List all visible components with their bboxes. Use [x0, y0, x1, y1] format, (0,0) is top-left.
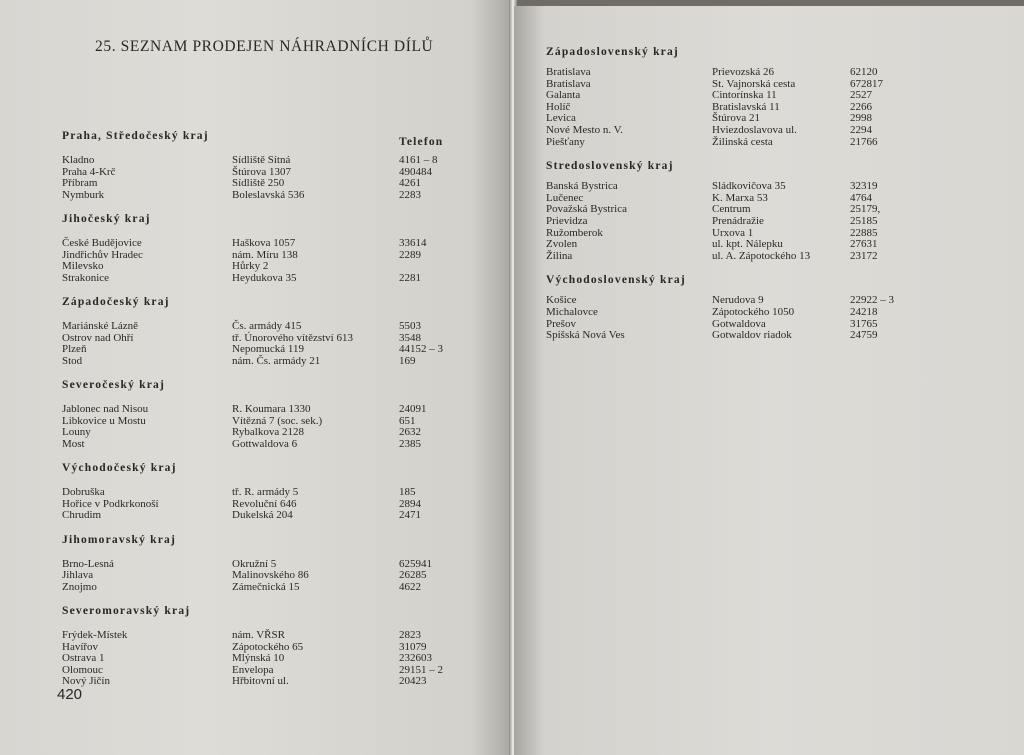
address-cell: Prenádražie	[712, 215, 764, 227]
phone-cell: 2283	[399, 188, 421, 201]
city-cell: Dobruška	[62, 486, 105, 498]
city-cell: Strakonice	[62, 271, 110, 284]
address-cell: ul. A. Zápotockého 13	[712, 249, 811, 262]
city-cell: Košice	[546, 294, 577, 307]
city-cell: Libkovice u Mostu	[62, 414, 146, 427]
city-cell: Milevsko	[62, 260, 104, 272]
phone-cell: 232603	[399, 652, 432, 664]
address-cell: Zápotockého 65	[232, 640, 304, 653]
address-cell: Envelopa	[232, 663, 274, 676]
phone-cell: 20423	[399, 675, 427, 687]
address-cell: R. Koumara 1330	[232, 403, 311, 415]
city-cell: Jablonec nad Nisou	[62, 403, 149, 415]
city-cell: Spišská Nová Ves	[546, 329, 625, 342]
phone-cell: 651	[399, 414, 416, 427]
city-cell: České Budějovice	[62, 237, 142, 249]
phone-cell: 62120	[850, 66, 878, 78]
phone-cell: 4161 – 8	[399, 154, 438, 166]
phone-cell: 23172	[850, 249, 878, 262]
address-cell: Sídliště Sítná	[232, 154, 291, 166]
city-cell: Nové Mesto n. V.	[546, 124, 623, 136]
city-cell: Levica	[546, 112, 576, 125]
page-title: 25. SEZNAM PRODEJEN NÁHRADNÍCH DÍLŮ	[95, 38, 434, 55]
phone-cell: 26285	[399, 569, 427, 581]
address-cell: Gotwaldov riadok	[712, 329, 792, 342]
city-cell: Příbram	[62, 177, 98, 189]
address-cell: Gottwaldova 6	[232, 437, 298, 450]
address-cell: K. Marxa 53	[712, 191, 768, 204]
section-heading: Praha, Středočeský kraj	[62, 130, 209, 142]
phone-cell: 4764	[850, 191, 872, 204]
phone-cell: 29151 – 2	[399, 663, 443, 676]
city-cell: Prievidza	[546, 215, 588, 227]
address-cell: Rybalkova 2128	[232, 426, 304, 438]
address-cell: Čs. armády 415	[232, 320, 302, 332]
city-cell: Nymburk	[62, 188, 105, 201]
phone-cell: 24091	[399, 403, 427, 415]
section-heading: Stredoslovenský kraj	[546, 160, 674, 173]
section-heading: Východoslovenský kraj	[546, 274, 686, 287]
section-heading: Východočeský kraj	[62, 462, 177, 474]
section-heading: Jihomoravský kraj	[62, 533, 177, 546]
phone-cell: 25179,	[850, 203, 881, 216]
address-cell: Boleslavská 536	[232, 188, 305, 201]
page-number: 420	[57, 686, 83, 703]
address-cell: Urxova 1	[712, 226, 754, 239]
city-cell: Ružomberok	[546, 226, 603, 239]
phone-cell: 24218	[850, 306, 878, 318]
phone-cell: 2998	[850, 112, 872, 125]
address-cell: Prievozská 26	[712, 66, 775, 78]
phone-cell: 4261	[399, 177, 421, 189]
city-cell: Michalovce	[546, 306, 598, 318]
phone-cell: 2266	[850, 100, 872, 113]
address-cell: Mlýnská 10	[232, 652, 285, 664]
address-cell: Štúrova 1307	[232, 165, 291, 178]
city-cell: Lučenec	[546, 191, 584, 204]
phone-cell: 185	[399, 486, 416, 498]
phone-cell: 2527	[850, 89, 872, 102]
phone-cell: 31079	[399, 640, 427, 653]
address-cell: Sídliště 250	[232, 177, 285, 189]
phone-cell: 2289	[399, 248, 421, 261]
address-cell: nám. Čs. armády 21	[232, 354, 321, 367]
address-cell: ul. kpt. Nálepku	[712, 238, 783, 251]
address-cell: Hviezdoslavova ul.	[712, 124, 797, 136]
phone-cell: 22885	[850, 226, 878, 239]
city-cell: Kladno	[62, 154, 95, 166]
address-cell: Nepomucká 119	[232, 343, 304, 355]
city-cell: Ostrava 1	[62, 652, 105, 664]
city-cell: Olomouc	[62, 663, 103, 676]
phone-cell: 490484	[399, 165, 432, 178]
phone-cell: 4622	[399, 580, 421, 593]
city-cell: Nový Jičín	[62, 675, 110, 687]
city-cell: Považská Bystrica	[546, 203, 627, 216]
address-cell: Nerudova 9	[712, 294, 764, 307]
phone-cell: 21766	[850, 135, 878, 148]
city-cell: Stod	[62, 354, 83, 367]
city-cell: Banská Bystrica	[546, 180, 618, 193]
phone-cell: 24759	[850, 329, 878, 342]
city-cell: Louny	[62, 426, 91, 438]
city-cell: Bratislava	[546, 66, 591, 78]
address-cell: Centrum	[712, 203, 751, 216]
phone-cell: 672817	[850, 77, 883, 90]
section-heading: Severočeský kraj	[62, 379, 165, 391]
phone-cell: 44152 – 3	[399, 343, 443, 355]
address-cell: Cintorínska 11	[712, 89, 777, 102]
address-cell: Žilinská cesta	[712, 135, 773, 148]
city-cell: Praha 4-Krč	[62, 165, 116, 178]
city-cell: Mariánské Lázně	[62, 320, 139, 332]
city-cell: Galanta	[546, 89, 581, 102]
address-cell: St. Vajnorská cesta	[712, 77, 796, 90]
city-cell: Zvolen	[546, 238, 578, 251]
phone-cell: 27631	[850, 238, 878, 251]
city-cell: Znojmo	[62, 580, 97, 593]
phone-cell: 2385	[399, 437, 421, 450]
address-cell: Gotwaldova	[712, 317, 766, 330]
city-cell: Chrudim	[62, 509, 102, 521]
address-cell: Revoluční 646	[232, 497, 297, 510]
address-cell: nám. VŘSR	[232, 629, 285, 641]
section-heading: Severomoravský kraj	[62, 605, 191, 617]
address-cell: Zápotockého 1050	[712, 306, 795, 318]
phone-cell: 2471	[399, 509, 421, 521]
phone-cell: 625941	[399, 557, 432, 570]
address-cell: Malinovského 86	[232, 569, 309, 581]
address-cell: Bratislavská 11	[712, 100, 780, 113]
city-cell: Hořice v Podkrkonoší	[62, 497, 159, 510]
address-cell: Vítězná 7 (soc. sek.)	[232, 414, 323, 427]
right-page	[514, 6, 1024, 755]
city-cell: Most	[62, 437, 85, 450]
address-cell: Haškova 1057	[232, 237, 296, 249]
address-cell: tř. Únorového vítězství 613	[232, 331, 353, 344]
address-cell: Štúrova 21	[712, 112, 760, 125]
city-cell: Piešťany	[546, 135, 585, 148]
address-cell: Sládkovičova 35	[712, 180, 786, 193]
city-cell: Jihlava	[62, 569, 94, 581]
city-cell: Brno-Lesná	[62, 557, 114, 570]
city-cell: Bratislava	[546, 77, 591, 90]
telefon-header: Telefon	[399, 136, 444, 148]
address-cell: tř. R. armády 5	[232, 486, 299, 498]
city-cell: Havířov	[62, 640, 99, 653]
phone-cell: 3548	[399, 331, 421, 344]
city-cell: Ostrov nad Ohří	[62, 331, 134, 344]
phone-cell: 2894	[399, 497, 421, 510]
phone-cell: 32319	[850, 180, 878, 193]
city-cell: Jindřichův Hradec	[62, 248, 143, 261]
section-heading: Jihočeský kraj	[62, 213, 151, 225]
city-cell: Prešov	[546, 317, 576, 330]
phone-cell: 2281	[399, 271, 421, 284]
section-heading: Západočeský kraj	[62, 296, 170, 308]
section-heading: Západoslovenský kraj	[546, 46, 679, 58]
phone-cell: 31765	[850, 317, 878, 330]
phone-cell: 2632	[399, 426, 421, 438]
address-cell: Heydukova 35	[232, 271, 297, 284]
address-cell: nám. Míru 138	[232, 248, 298, 261]
city-cell: Žilina	[546, 249, 573, 262]
phone-cell: 33614	[399, 237, 427, 249]
phone-cell: 169	[399, 354, 416, 367]
phone-cell: 2823	[399, 629, 421, 641]
address-cell: Okružní 5	[232, 557, 277, 570]
address-cell: Zámečnická 15	[232, 580, 300, 593]
city-cell: Holíč	[546, 100, 571, 113]
phone-cell: 2294	[850, 124, 872, 136]
phone-cell: 22922 – 3	[850, 294, 894, 307]
address-cell: Hřbitovní ul.	[232, 675, 289, 687]
address-cell: Hůrky 2	[232, 260, 269, 272]
phone-cell: 25185	[850, 215, 878, 227]
city-cell: Plzeň	[62, 343, 87, 355]
address-cell: Dukelská 204	[232, 509, 293, 521]
phone-cell: 5503	[399, 320, 421, 332]
city-cell: Frýdek-Místek	[62, 629, 128, 641]
